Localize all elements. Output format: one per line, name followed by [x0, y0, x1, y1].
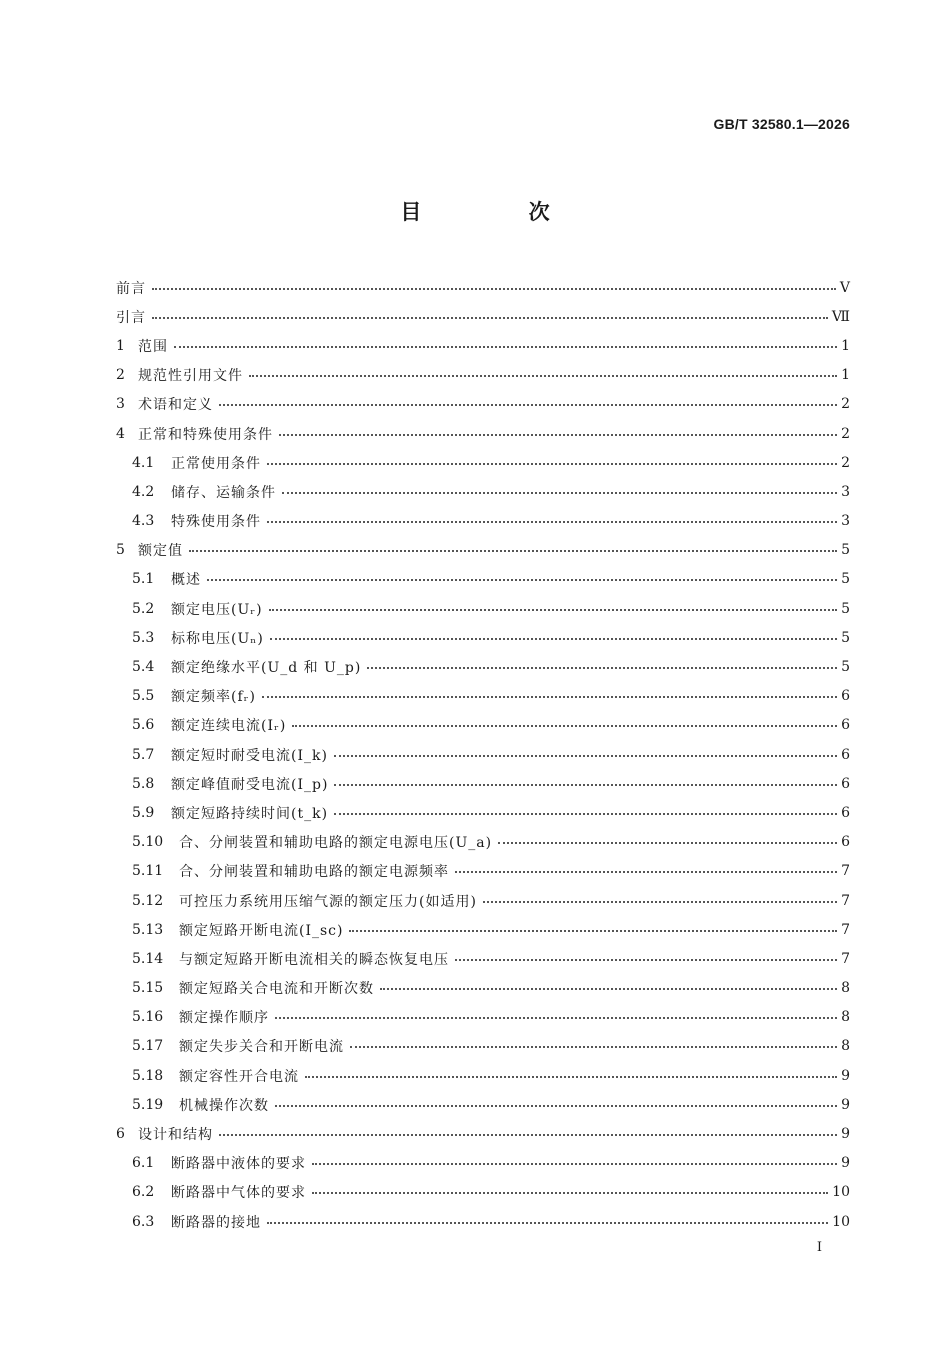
- toc-entry-text: 前言: [116, 280, 146, 297]
- toc-entry[interactable]: [116, 1178, 850, 1207]
- dot-leader: [174, 346, 837, 348]
- dot-leader: [189, 550, 837, 552]
- toc-entry[interactable]: [116, 507, 850, 536]
- toc-entry-text: 额定频率(fᵣ): [171, 689, 256, 706]
- toc-entry-text: 规范性引用文件: [138, 368, 243, 385]
- dot-leader: [455, 871, 837, 873]
- dot-leader: [219, 404, 837, 406]
- toc-entry[interactable]: [116, 1061, 850, 1090]
- toc-entry-page: 6: [841, 775, 850, 792]
- dot-leader: [498, 842, 837, 844]
- standard-code: GB/T 32580.1—2026: [713, 116, 850, 132]
- toc-entry-text: 额定短路持续时间(t_k): [171, 805, 329, 822]
- toc-entry-page: Ⅴ: [839, 279, 850, 296]
- dot-leader: [483, 901, 837, 903]
- toc-entry-page: 5: [841, 542, 850, 559]
- toc-title: 目 次: [400, 200, 600, 224]
- dot-leader: [269, 609, 837, 611]
- toc-entry-number: 5.3: [132, 629, 155, 646]
- toc-entry-text: 设计和结构: [138, 1127, 213, 1144]
- toc-entry[interactable]: [116, 857, 850, 886]
- toc-entry[interactable]: [116, 1149, 850, 1178]
- toc-entry-number: 6: [116, 1126, 125, 1143]
- toc-entry-text: 额定短路关合电流和开断次数: [179, 981, 374, 998]
- dot-leader: [282, 492, 837, 494]
- toc-entry-page: Ⅶ: [831, 308, 850, 325]
- toc-entry-text: 额定短路开断电流(I_sc): [179, 922, 344, 939]
- toc-entry[interactable]: [116, 740, 850, 769]
- toc-entry-page: 8: [841, 1009, 850, 1026]
- toc-entry-page: 5: [841, 629, 850, 646]
- toc-entry-text: 概述: [171, 572, 201, 589]
- toc-entry-text: 正常和特殊使用条件: [138, 426, 273, 443]
- toc-entry-page: 7: [841, 921, 850, 938]
- dot-leader: [267, 1222, 828, 1224]
- toc-entry-text: 断路器的接地: [171, 1214, 261, 1231]
- toc-entry-page: 9: [841, 1067, 850, 1084]
- toc-entry-text: 合、分闸装置和辅助电路的额定电源电压(U_a): [179, 835, 493, 852]
- toc-entry-text: 断路器中气体的要求: [171, 1185, 306, 1202]
- toc-entry[interactable]: [116, 273, 850, 302]
- dot-leader: [267, 463, 837, 465]
- toc-entry-page: 6: [841, 688, 850, 705]
- dot-leader: [334, 755, 837, 757]
- toc-entry-page: 7: [841, 950, 850, 967]
- toc-entry-text: 正常使用条件: [171, 455, 261, 472]
- toc-entry-text: 储存、运输条件: [171, 484, 276, 501]
- toc-entry[interactable]: [116, 623, 850, 652]
- toc-entry-number: 5.5: [132, 688, 155, 705]
- dot-leader: [292, 725, 837, 727]
- toc-entry-page: 6: [841, 746, 850, 763]
- toc-entry-page: 6: [841, 834, 850, 851]
- toc-entry-text: 与额定短路开断电流相关的瞬态恢复电压: [179, 951, 449, 968]
- toc-entry[interactable]: [116, 798, 850, 827]
- toc-entry[interactable]: [116, 419, 850, 448]
- toc-entry[interactable]: [116, 974, 850, 1003]
- toc-entry-page: 8: [841, 980, 850, 997]
- toc-entry-page: 7: [841, 863, 850, 880]
- toc-entry-number: 5.12: [132, 892, 164, 909]
- toc-entry-page: 1: [841, 367, 850, 384]
- toc-entry-text: 合、分闸装置和辅助电路的额定电源频率: [179, 864, 449, 881]
- toc-entry[interactable]: [116, 448, 850, 477]
- toc-entry-page: 7: [841, 892, 850, 909]
- toc-entry[interactable]: [116, 302, 850, 331]
- toc-entry-page: 8: [841, 1038, 850, 1055]
- toc-entry-number: 4.2: [132, 483, 155, 500]
- toc-entry[interactable]: [116, 886, 850, 915]
- toc-entry[interactable]: [116, 1207, 850, 1236]
- toc-entry-text: 额定电压(Uᵣ): [171, 601, 263, 618]
- dot-leader: [207, 579, 837, 581]
- toc-entry[interactable]: [116, 652, 850, 681]
- toc-entry[interactable]: [116, 682, 850, 711]
- toc-entry-number: 3: [116, 396, 125, 413]
- toc-entry[interactable]: [116, 711, 850, 740]
- toc-entry-page: 9: [841, 1155, 850, 1172]
- dot-leader: [279, 434, 837, 436]
- toc-entry-text: 范围: [138, 338, 168, 355]
- toc-entry-number: 6.1: [132, 1155, 155, 1172]
- dot-leader: [219, 1134, 837, 1136]
- toc-entry[interactable]: [116, 536, 850, 565]
- toc-entry-number: 4: [116, 425, 125, 442]
- toc-entry-page: 10: [832, 1213, 850, 1230]
- toc-entry[interactable]: [116, 331, 850, 360]
- toc-entry-number: 5.11: [132, 863, 164, 880]
- toc-entry-number: 5.16: [132, 1009, 164, 1026]
- toc-entry-text: 额定峰值耐受电流(I_p): [171, 776, 329, 793]
- toc-entry-number: 5.19: [132, 1096, 164, 1113]
- dot-leader: [152, 288, 836, 290]
- dot-leader: [312, 1163, 837, 1165]
- toc-entry-page: 5: [841, 659, 850, 676]
- toc-entry-text: 特殊使用条件: [171, 514, 261, 531]
- dot-leader: [267, 521, 837, 523]
- toc-entry-number: 6.2: [132, 1184, 155, 1201]
- toc-entry-number: 5.18: [132, 1067, 164, 1084]
- dot-leader: [275, 1017, 837, 1019]
- toc-entry-page: 2: [841, 425, 850, 442]
- toc-entry-number: 5.1: [132, 571, 155, 588]
- toc-entry-number: 5.10: [132, 834, 164, 851]
- dot-leader: [305, 1076, 837, 1078]
- toc-entry-page: 9: [841, 1096, 850, 1113]
- dot-leader: [367, 667, 837, 669]
- toc-entry[interactable]: [116, 769, 850, 798]
- toc-entry-text: 断路器中液体的要求: [171, 1156, 306, 1173]
- toc-entry-number: 2: [116, 367, 125, 384]
- toc-entry-page: 1: [841, 337, 850, 354]
- toc-entry-page: 10: [832, 1184, 850, 1201]
- toc-entry-text: 额定连续电流(Iᵣ): [171, 718, 287, 735]
- toc-entry-number: 5.9: [132, 804, 155, 821]
- toc-entry-text: 引言: [116, 309, 146, 326]
- toc-entry-number: 5.4: [132, 659, 155, 676]
- toc-entry[interactable]: [116, 565, 850, 594]
- toc-entry-page: 2: [841, 396, 850, 413]
- table-of-contents: [116, 273, 850, 1236]
- toc-entry-text: 额定容性开合电流: [179, 1068, 299, 1085]
- toc-entry-number: 1: [116, 337, 125, 354]
- toc-entry[interactable]: [116, 477, 850, 506]
- dot-leader: [270, 638, 837, 640]
- toc-entry[interactable]: [116, 1119, 850, 1148]
- dot-leader: [334, 813, 837, 815]
- toc-entry-text: 术语和定义: [138, 397, 213, 414]
- dot-leader: [275, 1105, 837, 1107]
- dot-leader: [380, 988, 837, 990]
- toc-entry-text: 额定值: [138, 543, 183, 560]
- toc-entry-number: 4.3: [132, 513, 155, 530]
- toc-entry-number: 5.17: [132, 1038, 164, 1055]
- toc-entry[interactable]: [116, 828, 850, 857]
- toc-entry-page: 5: [841, 571, 850, 588]
- toc-entry-page: 3: [841, 513, 850, 530]
- toc-entry[interactable]: [116, 594, 850, 623]
- toc-entry[interactable]: [116, 944, 850, 973]
- toc-entry-page: 9: [841, 1126, 850, 1143]
- toc-entry-page: 6: [841, 717, 850, 734]
- toc-entry-text: 额定失步关合和开断电流: [179, 1039, 344, 1056]
- toc-entry-text: 可控压力系统用压缩气源的额定压力(如适用): [179, 893, 477, 910]
- toc-entry-text: 标称电压(Uₙ): [171, 630, 264, 647]
- toc-entry[interactable]: [116, 1090, 850, 1119]
- toc-entry[interactable]: [116, 915, 850, 944]
- toc-entry-number: 5.2: [132, 600, 155, 617]
- dot-leader: [455, 959, 837, 961]
- toc-entry-number: 5.7: [132, 746, 155, 763]
- toc-entry-number: 5.15: [132, 980, 164, 997]
- toc-entry-number: 6.3: [132, 1213, 155, 1230]
- dot-leader: [262, 696, 837, 698]
- toc-entry-text: 额定绝缘水平(U_d 和 U_p): [171, 660, 362, 677]
- toc-entry-number: 4.1: [132, 454, 155, 471]
- toc-entry-page: 2: [841, 454, 850, 471]
- dot-leader: [349, 930, 837, 932]
- toc-entry-number: 5.13: [132, 921, 164, 938]
- toc-entry[interactable]: [116, 1032, 850, 1061]
- toc-entry-number: 5: [116, 542, 125, 559]
- toc-entry-number: 5.6: [132, 717, 155, 734]
- toc-entry-number: 5.8: [132, 775, 155, 792]
- toc-entry-page: 5: [841, 600, 850, 617]
- toc-entry[interactable]: [116, 361, 850, 390]
- toc-entry-text: 额定短时耐受电流(I_k): [171, 747, 328, 764]
- toc-entry-number: 5.14: [132, 950, 164, 967]
- dot-leader: [249, 375, 837, 377]
- page-number: Ⅰ: [816, 1240, 822, 1255]
- toc-entry[interactable]: [116, 390, 850, 419]
- toc-entry[interactable]: [116, 1003, 850, 1032]
- toc-entry-text: 机械操作次数: [179, 1097, 269, 1114]
- dot-leader: [350, 1046, 837, 1048]
- dot-leader: [334, 784, 837, 786]
- toc-entry-page: 3: [841, 483, 850, 500]
- toc-entry-text: 额定操作顺序: [179, 1010, 269, 1027]
- dot-leader: [152, 317, 828, 319]
- toc-entry-page: 6: [841, 804, 850, 821]
- dot-leader: [312, 1192, 828, 1194]
